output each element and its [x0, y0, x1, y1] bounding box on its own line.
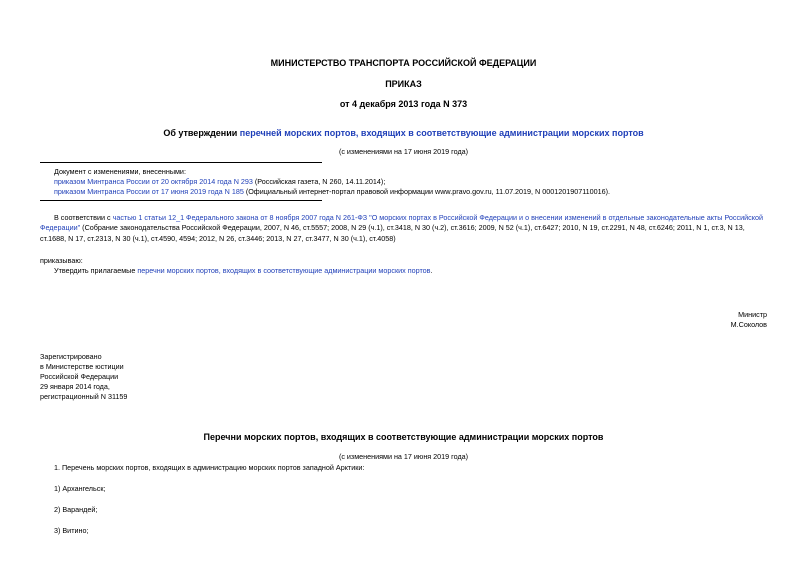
signature-name: М.Соколов	[730, 320, 767, 329]
amended-note: (с изменениями на 17 июня 2019 года)	[338, 147, 469, 156]
registration-line: Российской Федерации	[40, 372, 119, 381]
port-list-item: 2) Варандей;	[54, 505, 98, 514]
amendment-link[interactable]: приказом Минтранса России от 20 октября 2014 года N 293	[54, 177, 253, 186]
divider-bottom	[40, 200, 322, 201]
amendments-intro: Документ с изменениями, внесенными:	[54, 167, 186, 176]
preamble-line-2	[40, 223, 745, 232]
law-link-continued[interactable]: Федерации"	[40, 223, 81, 232]
page-title	[0, 128, 807, 138]
order-text	[54, 266, 432, 275]
preamble-sources: (Собрание законодательства Российской Федерации, 2007, N 46, ст.5557; 2008, N 29 (ч.1), ст.3418, N 30 (ч.2), ст.3616; 2009, N 52 (ч.1), ст.6427; 2010, N 19, ст.2291, N 48, ст.6246; 2011, N 1, ст.3, N 13,	[80, 223, 745, 232]
amendment-source: (Российская газета, N 260, 14.11.2014);	[252, 177, 386, 186]
date-number-heading: от 4 декабря 2013 года N 373	[339, 99, 468, 109]
amendment-link[interactable]: приказом Минтранса России от 17 июня 2019 года N 185	[54, 187, 244, 196]
amendment-item	[54, 187, 610, 196]
preamble-line-1	[54, 213, 763, 222]
signature-position: Министр	[738, 310, 767, 319]
appendix-list-intro: 1. Перечень морских портов, входящих в администрацию морских портов западной Арктики:	[54, 463, 365, 472]
registration-line: 29 января 2014 года,	[40, 382, 110, 391]
preamble-line-3: ст.1688, N 17, ст.2313, N 30 (ч.1), ст.4590, 4594; 2012, N 26, ст.3446; 2013, N 27, ст.3477, N 30 (ч.1), ст.4058)	[40, 234, 396, 243]
port-list-item: 3) Витино;	[54, 526, 89, 535]
order-text-start: Утвердить прилагаемые	[54, 266, 138, 275]
divider-top	[40, 162, 322, 163]
order-text-end: .	[430, 266, 433, 275]
order-link[interactable]: перечни морских портов, входящих в соответствующие администрации морских портов	[137, 266, 431, 275]
law-link[interactable]: частью 1 статьи 12_1 Федерального закона от 8 ноября 2007 года N 261-ФЗ "О морских портах в Российской Федерации и о внесении изменений в отдельные законодательные акты Российской	[112, 213, 763, 222]
title-link[interactable]: перечней морских портов, входящих в соответствующие администрации морских портов	[239, 128, 644, 138]
preamble-intro: В соответствии с	[54, 213, 113, 222]
amendment-item	[54, 177, 385, 186]
amendment-source: (Официальный интернет-портал правовой информации www.pravo.gov.ru, 11.07.2019, N 0001201907110016).	[243, 187, 611, 196]
registration-line: в Министерстве юстиции	[40, 362, 124, 371]
order-label: приказываю:	[40, 256, 83, 265]
appendix-title: Перечни морских портов, входящих в соответствующие администрации морских портов	[203, 432, 604, 442]
ministry-heading: МИНИСТЕРСТВО ТРАНСПОРТА РОССИЙСКОЙ ФЕДЕРАЦИИ	[270, 58, 537, 68]
title-prefix: Об утверждении	[163, 128, 240, 138]
port-list-item: 1) Архангельск;	[54, 484, 106, 493]
registration-block	[40, 352, 127, 402]
registration-line: регистрационный N 31159	[40, 392, 128, 401]
appendix-amended-note: (с изменениями на 17 июня 2019 года)	[338, 452, 469, 461]
registration-line: Зарегистрировано	[40, 352, 102, 361]
doc-type-heading: ПРИКАЗ	[385, 79, 422, 89]
